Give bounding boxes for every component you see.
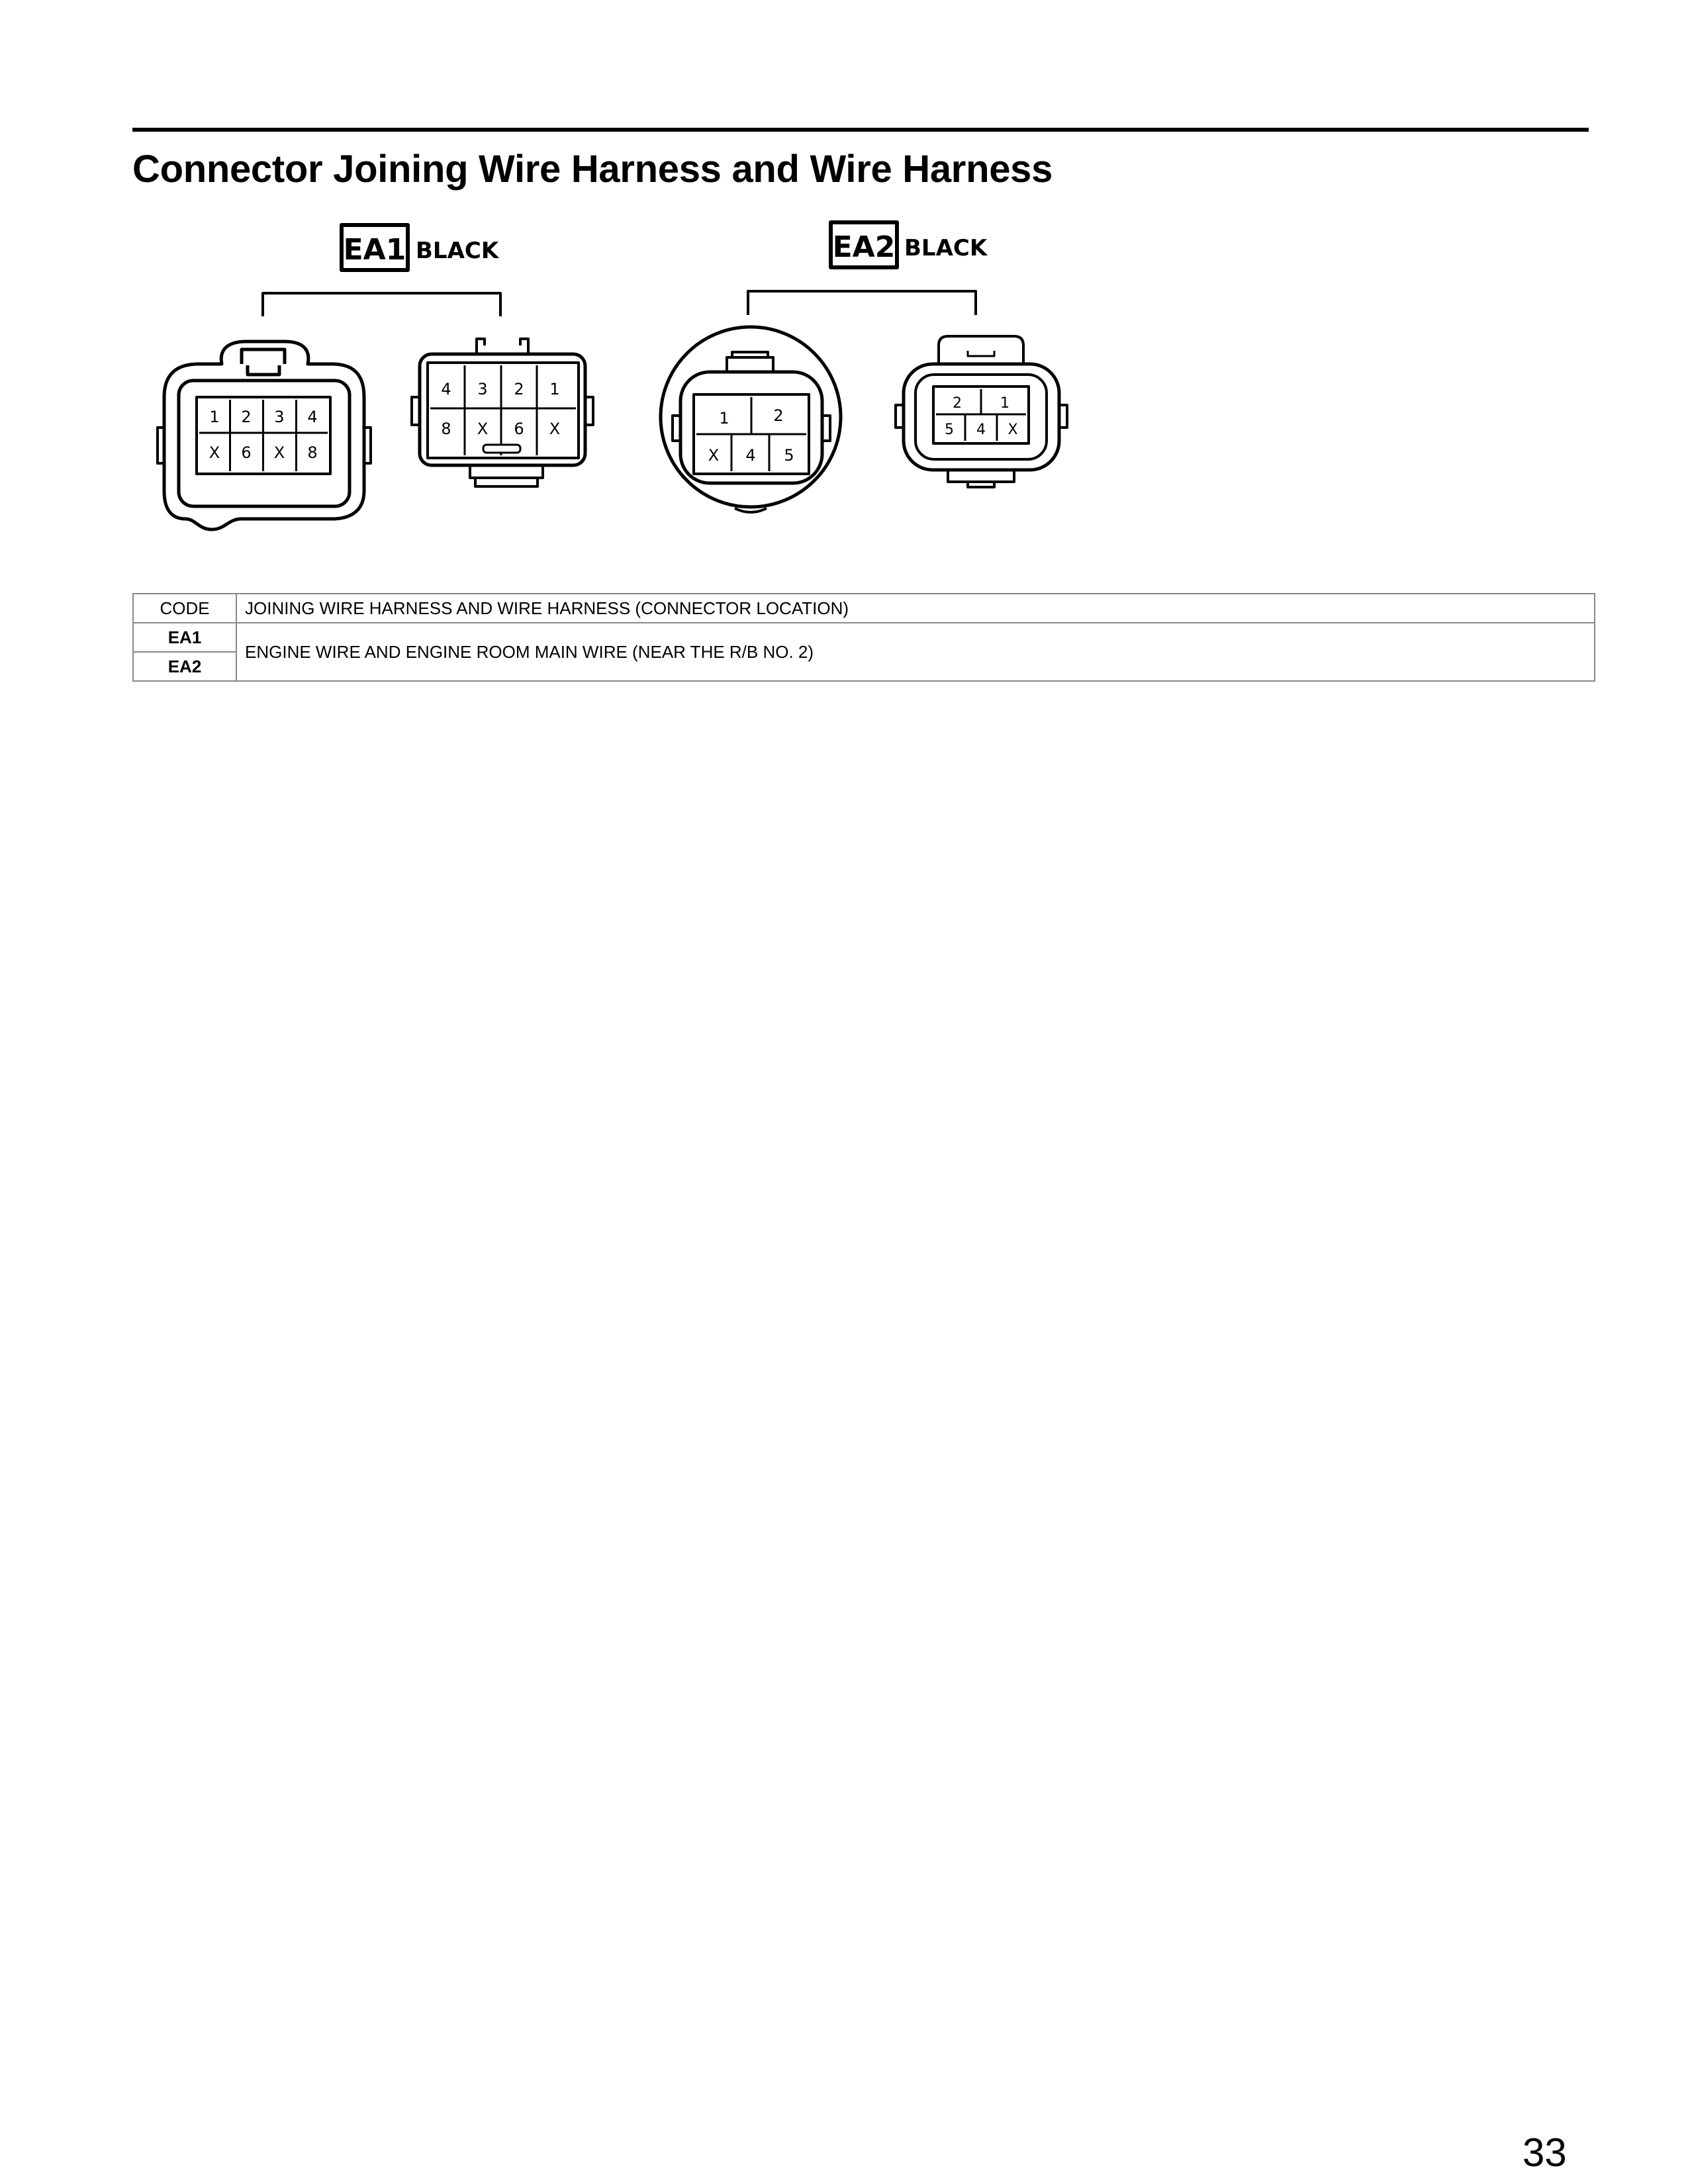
table-header-code: CODE xyxy=(133,594,236,623)
table-header-row xyxy=(133,594,1595,623)
ea1-male-pin: 2 xyxy=(514,380,524,398)
ea2-female-pin: 5 xyxy=(784,446,794,465)
ea2-female-pin: 2 xyxy=(773,406,784,425)
ea2-female-pin: X xyxy=(708,446,720,465)
ea2-male-pin: 5 xyxy=(945,422,954,438)
ea1-female-pin: X xyxy=(273,443,285,462)
ea2-code: EA2 xyxy=(832,230,896,264)
ea1-male-pin: 1 xyxy=(549,380,560,398)
ea2-male-pin: 4 xyxy=(976,422,986,438)
table-cell-code: EA2 xyxy=(133,652,236,681)
ea2-color: BLACK xyxy=(904,235,988,261)
ea2-bracket xyxy=(748,291,976,315)
ea2-female-pin: 1 xyxy=(719,409,729,428)
table-cell-code: EA1 xyxy=(133,623,236,652)
ea1-female-pin: 8 xyxy=(307,443,318,462)
ea1-male-pin: 4 xyxy=(441,380,451,398)
ea1-male-pin: 6 xyxy=(514,420,524,438)
connector-diagram xyxy=(132,212,1092,569)
ea1-label xyxy=(342,225,500,270)
table-cell-description: ENGINE WIRE AND ENGINE ROOM MAIN WIRE (NEAR THE R/B NO. 2) xyxy=(236,623,1595,681)
ea1-female-pin: 1 xyxy=(209,408,220,426)
ea1-female-pin: 4 xyxy=(307,408,318,426)
ea2-male-pin: 2 xyxy=(953,395,962,412)
connector-table xyxy=(132,593,1595,682)
ea2-label xyxy=(831,222,988,267)
ea1-female-pin: 6 xyxy=(241,443,252,462)
ea1-female-pin: 2 xyxy=(241,408,252,426)
ea1-bracket xyxy=(263,293,500,316)
ea2-male-connector xyxy=(896,336,1067,487)
ea1-female-pin: 3 xyxy=(274,408,285,426)
page-title: Connector Joining Wire Harness and Wire Harness xyxy=(132,148,1053,191)
ea2-male-pin: X xyxy=(1008,422,1018,438)
ea1-color: BLACK xyxy=(416,238,499,264)
table-row xyxy=(133,623,1595,652)
ea1-female-pin: X xyxy=(209,443,220,462)
ea2-female-connector xyxy=(661,327,841,512)
page-number: 33 xyxy=(1523,2130,1567,2175)
ea1-code: EA1 xyxy=(343,233,406,267)
table-header-description: JOINING WIRE HARNESS AND WIRE HARNESS (CONNECTOR LOCATION) xyxy=(236,594,1595,623)
ea1-male-pin: X xyxy=(477,420,489,438)
ea1-male-pin: 8 xyxy=(441,420,451,438)
top-rule xyxy=(132,128,1589,132)
ea2-female-pin: 4 xyxy=(745,446,756,465)
ea1-male-pin: 3 xyxy=(477,380,488,398)
ea1-male-connector xyxy=(412,339,593,486)
ea1-female-connector xyxy=(158,341,371,529)
ea2-male-pin: 1 xyxy=(1000,395,1009,412)
ea1-male-pin: X xyxy=(549,420,561,438)
